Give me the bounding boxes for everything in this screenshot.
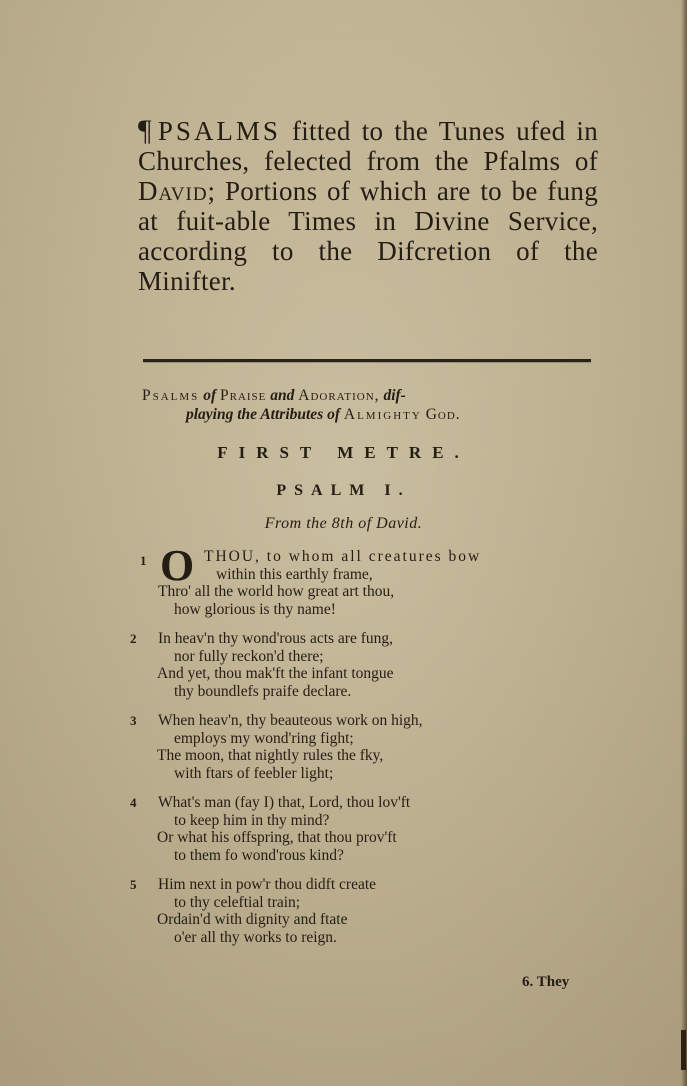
verse-line: within this earthly frame,	[216, 565, 373, 583]
verse-number: 2	[130, 631, 137, 646]
verse-line: When heav'n, thy beauteous work on high,	[158, 712, 423, 729]
from-line: From the 8th of David.	[264, 515, 423, 532]
verse-number: 5	[130, 877, 137, 892]
verse-line: THOU, to whom all creatures bow	[204, 548, 482, 565]
verse-line: with ftars of feebler light;	[174, 764, 334, 782]
heading-adoration: Adoration,	[298, 387, 380, 404]
verse-1	[130, 541, 550, 618]
verse-line: And yet, thou mak'ft the infant tongue	[157, 665, 394, 682]
title-text-part1: fitted to the Tunes ufed in Churches, felected from the Pfalms of	[138, 116, 598, 176]
heading-praise: Praise	[219, 387, 267, 404]
title-david: David	[138, 176, 208, 206]
section-heading-line1	[142, 386, 602, 405]
verse-line: to keep him in thy mind?	[174, 811, 330, 829]
edge-stain	[681, 1030, 686, 1070]
heading-playing: playing the Attributes of	[186, 406, 341, 423]
page-edge-shadow	[681, 0, 687, 1086]
section-heading	[142, 386, 602, 424]
verse-line: how glorious is thy name!	[174, 600, 336, 618]
title-lead-word: PSALMS	[157, 116, 281, 146]
verse-line: The moon, that nightly rules the fky,	[157, 747, 384, 764]
verse-line: o'er all thy works to reign.	[174, 928, 337, 946]
verse-line: What's man (fay I) that, Lord, thou lov'ft	[158, 794, 411, 811]
heading-of: of	[203, 387, 217, 404]
catchword: 6. They	[522, 974, 570, 990]
verse-number: 4	[130, 795, 137, 810]
verse-line: to them fo wond'rous kind?	[174, 846, 344, 864]
drop-cap: O	[160, 541, 195, 590]
verse-line: In heav'n thy wond'rous acts are fung,	[158, 630, 394, 647]
heading-almighty: Almighty	[343, 406, 422, 423]
title-text-part2: ; Portions of which are to be fung at fuit-able Times in Divine Service, according to the Difcretion of the Minifter.	[138, 176, 598, 296]
horizontal-rule	[143, 359, 591, 362]
verse-line: Or what his offspring, that thou prov'ft	[157, 829, 397, 846]
verse-line: Ordain'd with dignity and ftate	[157, 911, 348, 928]
title-paragraph	[138, 116, 598, 296]
verse-line: thy boundlefs praife declare.	[174, 682, 352, 700]
verse-line: Thro' all the world how great art thou,	[158, 583, 395, 600]
verse-line: nor fully reckon'd there;	[174, 647, 324, 665]
heading-and: and	[270, 387, 295, 404]
verse-2	[130, 630, 550, 700]
heading-god: God.	[425, 406, 461, 423]
pilcrow-mark: ¶	[138, 114, 152, 147]
verse-number: 3	[130, 713, 137, 728]
verse-list	[130, 541, 550, 958]
verse-line: employs my wond'ring fight;	[174, 729, 354, 747]
heading-psalms: Psalms	[142, 387, 200, 404]
verse-4	[130, 794, 550, 864]
verse-5	[130, 876, 550, 946]
verse-line: to thy celeftial train;	[174, 893, 301, 911]
verse-number: 1	[140, 553, 147, 568]
metre-heading: FIRST METRE.	[217, 443, 470, 462]
verse-3	[130, 712, 550, 782]
psalm-number: PSALM I.	[276, 482, 411, 499]
heading-dis: dif-	[383, 387, 406, 404]
section-heading-line2	[142, 405, 602, 424]
verse-line: Him next in pow'r thou didft create	[158, 876, 377, 893]
